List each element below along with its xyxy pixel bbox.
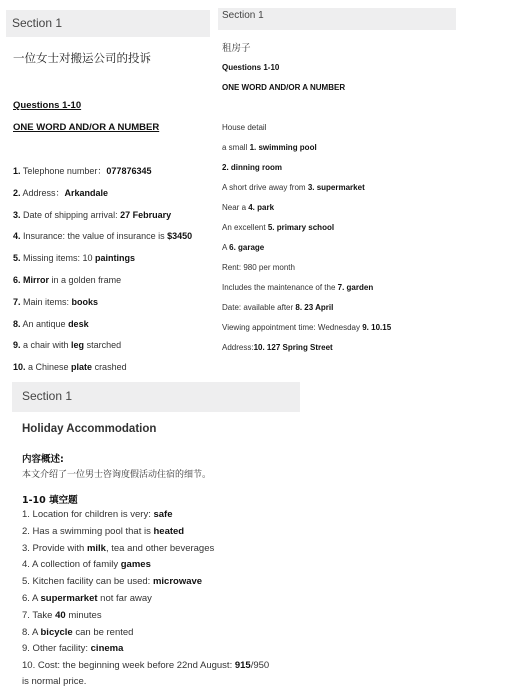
answer: 2. dinning room xyxy=(222,163,282,172)
detail-item xyxy=(222,202,391,222)
instruction-heading: ONE WORD AND/OR A NUMBER xyxy=(13,122,160,133)
answer: leg xyxy=(71,340,85,351)
fill-text: 1. Location for children is very: xyxy=(22,509,154,520)
fill-item xyxy=(22,591,482,608)
detail-item xyxy=(222,122,391,142)
fill-item xyxy=(22,625,482,642)
questions-heading: Questions 1-10 xyxy=(13,100,82,111)
question-number: 4. xyxy=(13,231,21,242)
answer: supermarket xyxy=(40,592,98,604)
answer: books xyxy=(71,296,99,307)
answer: Arkandale xyxy=(64,187,109,198)
answer: paintings xyxy=(95,253,136,264)
detail-item xyxy=(222,342,391,362)
answer: desk xyxy=(68,318,89,329)
fill-text: 4. A collection of family xyxy=(22,559,121,571)
detail-item xyxy=(222,142,391,162)
fill-item xyxy=(22,524,482,541)
question-item xyxy=(13,161,213,183)
question-number: 2. xyxy=(13,187,21,198)
answer: safe xyxy=(153,509,173,520)
answer: 6. garage xyxy=(229,243,265,252)
answer: 7. garden xyxy=(337,283,374,292)
question-text: Insurance: the value of insurance is xyxy=(20,231,168,242)
fill-heading: 1-10 填空题 xyxy=(22,495,78,506)
answer: 5. primary school xyxy=(267,223,335,232)
answer: 3. supermarket xyxy=(307,183,365,192)
detail-item xyxy=(222,242,391,262)
question-item xyxy=(13,292,213,314)
instruction-heading: ONE WORD AND/OR A NUMBER xyxy=(222,83,346,92)
answer: 8. 23 April xyxy=(295,303,334,312)
fill-item xyxy=(22,541,482,558)
answer: milk xyxy=(86,542,106,554)
question-item xyxy=(13,205,213,227)
answer: 40 xyxy=(55,609,66,621)
fill-after: /950 xyxy=(250,660,270,672)
fill-text: 10. Cost: the beginning week before 22nd August: xyxy=(22,660,235,672)
answer: Mirror xyxy=(23,274,50,285)
detail-item xyxy=(222,322,391,342)
questions-heading: Questions 1-10 xyxy=(222,63,280,72)
panel-title: 一位女士对搬运公司的投诉 xyxy=(13,51,151,65)
detail-text: Near a xyxy=(222,203,249,212)
answer: cinema xyxy=(90,643,124,655)
answer: 10. 127 Spring Street xyxy=(253,343,333,352)
question-item xyxy=(13,335,213,357)
detail-item xyxy=(222,262,391,282)
fill-item xyxy=(22,557,482,574)
right-panel xyxy=(212,0,506,378)
answer: 9. 10.15 xyxy=(362,323,392,332)
section-header: Section 1 xyxy=(6,10,210,37)
fill-after: , tea and other beverages xyxy=(105,542,215,554)
question-number: 10. xyxy=(13,362,26,373)
answer: bicycle xyxy=(40,626,73,638)
section-header: Section 1 xyxy=(12,382,300,412)
answer: 077876345 xyxy=(106,166,152,176)
detail-text: A xyxy=(222,243,230,252)
fill-item xyxy=(22,507,482,524)
fill-item xyxy=(22,641,482,658)
fill-text: 8. A xyxy=(22,626,41,638)
question-text: a Chinese xyxy=(25,362,72,373)
question-text: Telephone number： xyxy=(20,166,107,176)
question-list xyxy=(13,161,213,379)
answer: 1. swimming pool xyxy=(249,143,317,152)
question-after: in a golden frame xyxy=(49,274,122,285)
answer: plate xyxy=(71,362,93,373)
panel-title: 租房子 xyxy=(222,43,251,54)
left-panel xyxy=(0,0,212,378)
fill-text: 9. Other facility: xyxy=(22,643,91,655)
question-number: 3. xyxy=(13,209,21,220)
fill-after: not far away xyxy=(97,592,152,604)
fill-text: 6. A xyxy=(22,592,41,604)
detail-list xyxy=(222,122,391,362)
price-note: is normal price. xyxy=(22,676,87,687)
question-number: 8. xyxy=(13,318,21,329)
bottom-panel xyxy=(0,378,506,689)
detail-item xyxy=(222,302,391,322)
question-item xyxy=(13,248,213,270)
detail-text: Address: xyxy=(222,343,254,352)
answer: games xyxy=(120,559,151,571)
fill-text: 7. Take xyxy=(22,609,56,621)
panel-heading: Holiday Accommodation xyxy=(22,423,157,435)
answer: microwave xyxy=(152,576,203,588)
question-number: 9. xyxy=(13,340,21,351)
detail-item xyxy=(222,282,391,302)
fill-text: 5. Kitchen facility can be used: xyxy=(22,576,153,588)
question-after: starched xyxy=(84,340,122,351)
answer: $3450 xyxy=(167,231,193,242)
detail-text: Viewing appointment time: Wednesday xyxy=(222,323,363,332)
summary-label: 内容概述: xyxy=(22,454,64,465)
question-text: Address： xyxy=(20,187,65,198)
question-item xyxy=(13,226,213,248)
fill-item xyxy=(22,608,482,625)
fill-list xyxy=(22,507,482,675)
fill-item xyxy=(22,574,482,591)
question-number: 7. xyxy=(13,296,21,307)
detail-item xyxy=(222,182,391,202)
detail-text: A short drive away from xyxy=(222,183,308,192)
answer: 4. park xyxy=(248,203,275,212)
detail-text: a small xyxy=(222,143,250,152)
question-text: Missing items: 10 xyxy=(20,253,96,264)
question-text: a chair with xyxy=(20,340,72,351)
question-number: 6. xyxy=(13,274,21,285)
question-item xyxy=(13,183,213,205)
question-item xyxy=(13,270,213,292)
detail-text: Rent: 980 per month xyxy=(222,263,295,272)
fill-after: can be rented xyxy=(72,626,134,638)
detail-text: An excellent xyxy=(222,223,268,232)
section-header: Section 1 xyxy=(218,8,456,30)
question-item xyxy=(13,314,213,336)
question-item xyxy=(13,357,213,379)
question-after: crashed xyxy=(92,362,127,373)
detail-item xyxy=(222,222,391,242)
question-number: 5. xyxy=(13,253,21,264)
detail-text: Includes the maintenance of the xyxy=(222,283,338,292)
summary-text: 本文介绍了一位男士咨询度假活动住宿的细节。 xyxy=(22,470,212,480)
question-text: Date of shipping arrival: xyxy=(20,209,121,220)
fill-text: 2. Has a swimming pool that is xyxy=(22,525,154,537)
fill-after: minutes xyxy=(65,609,102,621)
answer: 27 February xyxy=(120,209,172,220)
question-text: Main items: xyxy=(20,296,72,307)
question-number: 1. xyxy=(13,166,21,176)
answer: 915 xyxy=(234,660,251,672)
fill-text: 3. Provide with xyxy=(22,542,87,554)
fill-item xyxy=(22,658,482,675)
detail-text: Date: available after xyxy=(222,303,296,312)
detail-item xyxy=(222,162,391,182)
detail-text: House detail xyxy=(222,123,267,132)
answer: heated xyxy=(153,525,185,537)
question-text: An antique xyxy=(20,318,69,329)
